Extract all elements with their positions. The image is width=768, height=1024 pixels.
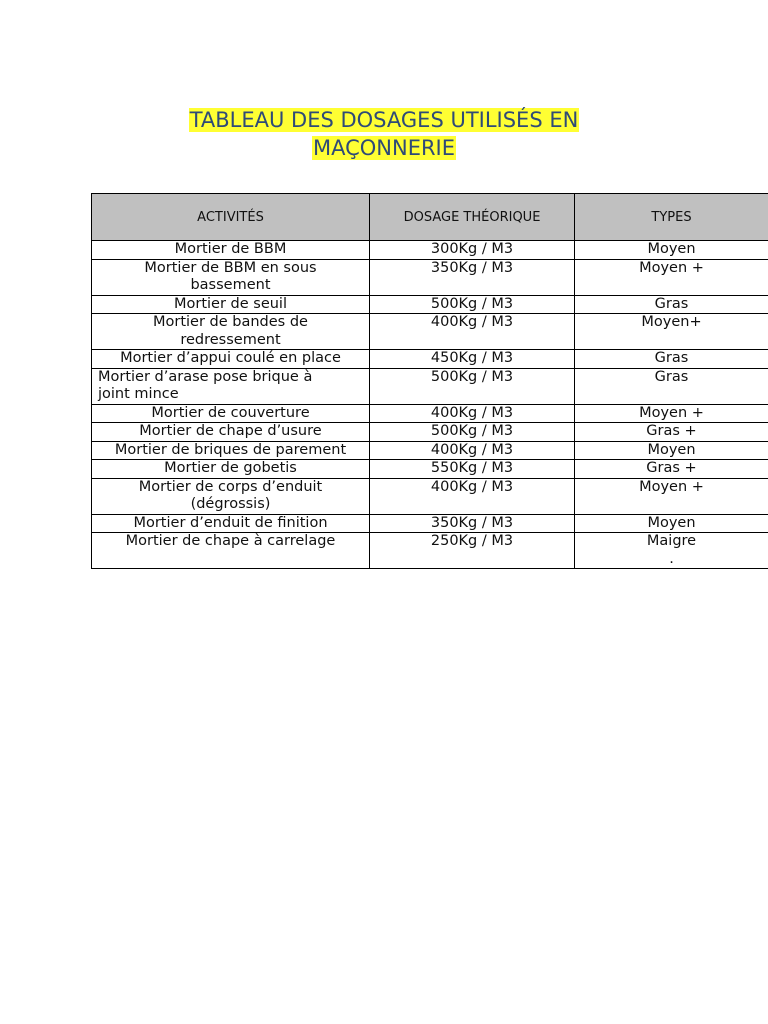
activity-cell: Mortier de briques de parement: [92, 441, 370, 460]
table-row: [92, 368, 768, 404]
dosage-cell: 550Kg / M3: [370, 460, 575, 479]
table-row: [92, 259, 768, 295]
table-body: [92, 241, 768, 569]
dosage-cell: 350Kg / M3: [370, 259, 575, 295]
header-types: TYPES: [575, 194, 768, 241]
activity-cell: Mortier d’enduit de finition: [92, 514, 370, 533]
activity-cell: Mortier de seuil: [92, 295, 370, 314]
title-line-1: TABLEAU DES DOSAGES UTILISÉS EN: [189, 108, 579, 132]
table-row: [92, 295, 768, 314]
activity-cell: Mortier de chape d’usure: [92, 423, 370, 442]
dosage-cell: 400Kg / M3: [370, 404, 575, 423]
type-cell: Gras: [575, 368, 768, 404]
dosage-cell: 500Kg / M3: [370, 295, 575, 314]
dosage-table: [91, 193, 768, 569]
activity-cell: Mortier de bandes de redressement: [92, 314, 370, 350]
dosage-cell: 500Kg / M3: [370, 368, 575, 404]
table-row: [92, 441, 768, 460]
type-cell: Moyen: [575, 241, 768, 260]
document-title: [0, 106, 768, 162]
dosage-cell: 450Kg / M3: [370, 350, 575, 369]
dosage-cell: 400Kg / M3: [370, 314, 575, 350]
table-row: [92, 350, 768, 369]
activity-cell: Mortier d’arase pose brique à joint mince: [92, 368, 370, 404]
table-row: [92, 404, 768, 423]
type-cell: Moyen +: [575, 478, 768, 514]
activity-cell: Mortier de gobetis: [92, 460, 370, 479]
table-row: [92, 514, 768, 533]
header-dosage: DOSAGE THÉORIQUE: [370, 194, 575, 241]
type-cell: Gras +: [575, 460, 768, 479]
activity-cell: Mortier de couverture: [92, 404, 370, 423]
table-row: [92, 460, 768, 479]
type-cell: Moyen +: [575, 259, 768, 295]
activity-cell: Mortier de corps d’enduit (dégrossis): [92, 478, 370, 514]
table-header-row: [92, 194, 768, 241]
type-cell: Gras: [575, 350, 768, 369]
dosage-cell: 250Kg / M3: [370, 533, 575, 569]
activity-cell: Mortier de chape à carrelage: [92, 533, 370, 569]
table-row: [92, 423, 768, 442]
header-activites: ACTIVITÉS: [92, 194, 370, 241]
table-row: [92, 478, 768, 514]
table-row: [92, 314, 768, 350]
type-cell: Moyen: [575, 441, 768, 460]
type-cell: Moyen+: [575, 314, 768, 350]
type-cell: Gras: [575, 295, 768, 314]
dosage-cell: 400Kg / M3: [370, 441, 575, 460]
activity-cell: Mortier de BBM en sous bassement: [92, 259, 370, 295]
dosage-cell: 400Kg / M3: [370, 478, 575, 514]
type-cell: Moyen +: [575, 404, 768, 423]
dosage-cell: 350Kg / M3: [370, 514, 575, 533]
dosage-cell: 500Kg / M3: [370, 423, 575, 442]
type-cell: Moyen: [575, 514, 768, 533]
table-row: [92, 533, 768, 569]
dosage-cell: 300Kg / M3: [370, 241, 575, 260]
activity-cell: Mortier d’appui coulé en place: [92, 350, 370, 369]
type-cell: Gras +: [575, 423, 768, 442]
table-row: [92, 241, 768, 260]
type-cell: Maigre .: [575, 533, 768, 569]
title-line-2: MAÇONNERIE: [312, 136, 456, 160]
activity-cell: Mortier de BBM: [92, 241, 370, 260]
